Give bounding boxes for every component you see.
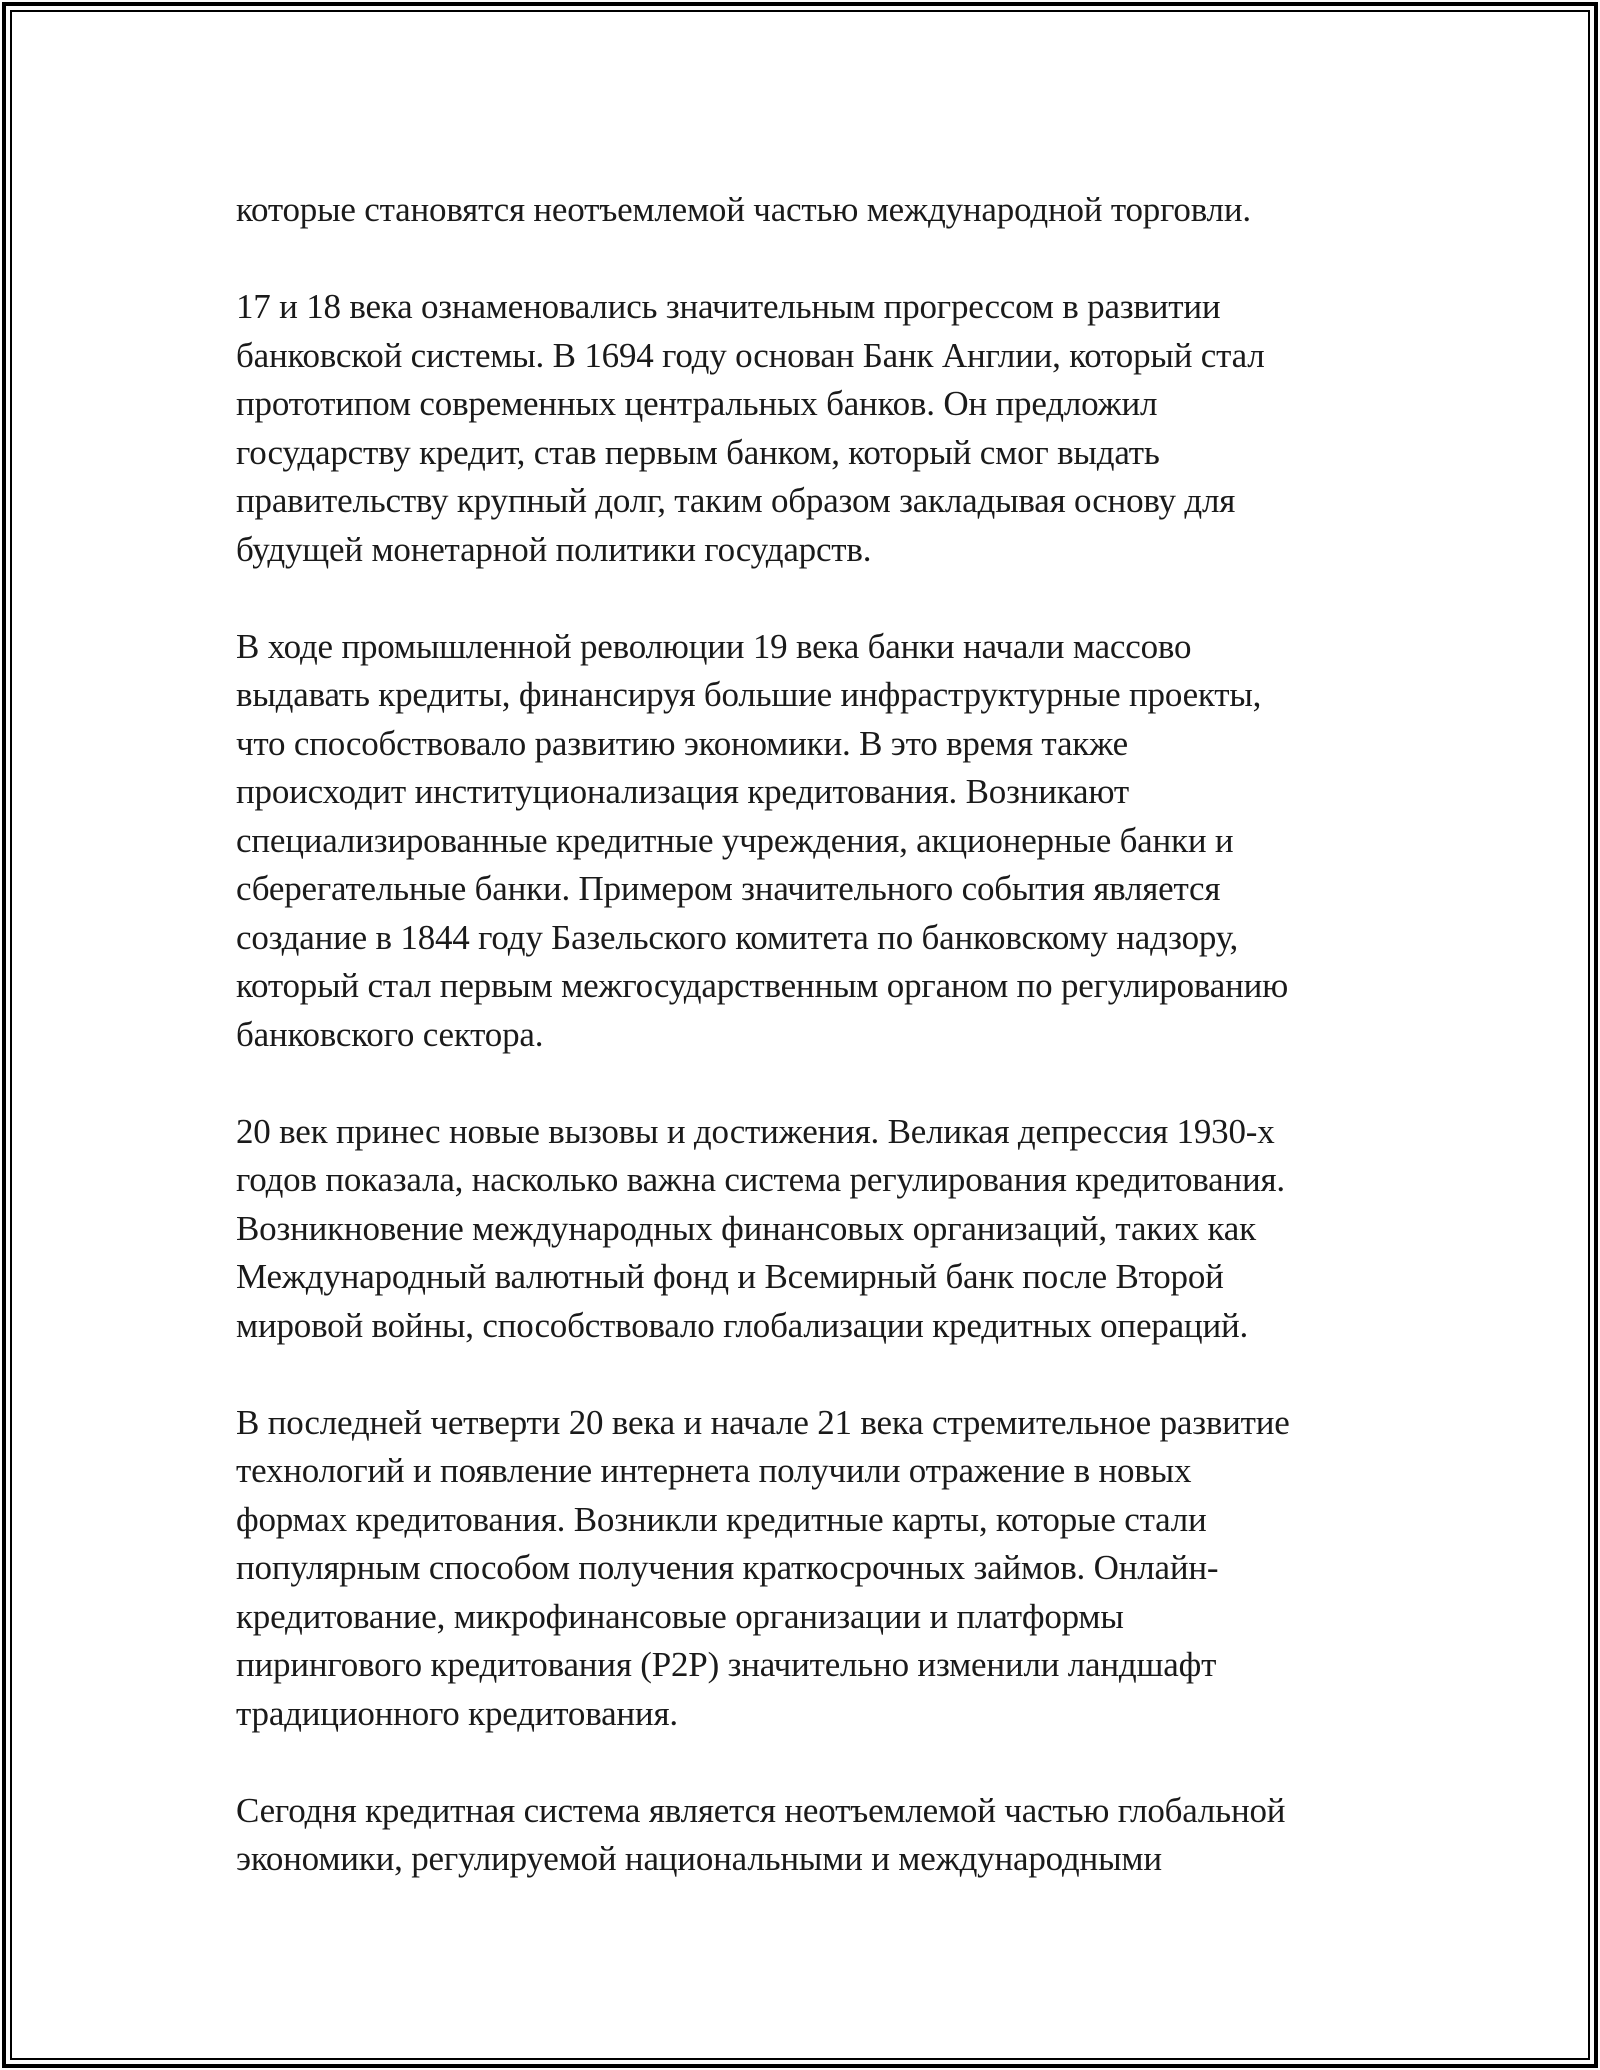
text-line: создание в 1844 году Базельского комитета по банковскому надзору, [236,917,1239,957]
text-line: банковской системы. В 1694 году основан Банк Англии, который стал [236,335,1265,375]
text-line: экономики, регулируемой национальными и международными [236,1839,1162,1878]
text-line: пирингового кредитования (P2P) значительно изменили ландшафт [236,1645,1217,1684]
text-line: выдавать кредиты, финансируя большие инфраструктурные проекты, [236,675,1262,714]
paragraph-3 [236,623,1426,1060]
paragraph-1 [236,186,1426,235]
text-line: прототипом современных центральных банков. Он предложил [236,384,1158,423]
text-line: Международный валютный фонд и Всемирный банк после Второй [236,1257,1224,1296]
text-line: В последней четверти 20 века и начале 21 века стремительное развитие [236,1402,1290,1442]
text-line: который стал первым межгосударственным органом по регулированию [236,966,1289,1005]
text-line: В ходе промышленной революции 19 века банки начали массово [236,626,1192,666]
text-line: технологий и появление интернета получили отражение в новых [236,1451,1192,1490]
text-line: специализированные кредитные учреждения, акционерные банки и [236,820,1234,860]
text-line: мировой войны, способствовало глобализации кредитных операций. [236,1305,1249,1345]
text-line: формах кредитования. Возникли кредитные карты, которые стали [236,1499,1207,1539]
paragraph-4 [236,1108,1426,1351]
text-line: сберегательные банки. Примером значительного события является [236,869,1221,908]
document-body [236,186,1426,1932]
text-line: происходит институционализация кредитования. Возникают [236,772,1129,811]
text-line: банковского сектора. [236,1014,544,1054]
paragraph-5 [236,1399,1426,1739]
text-line: годов показала, насколько важна система регулирования кредитования. [236,1160,1285,1199]
text-line: популярным способом получения краткосрочных займов. Онлайн- [236,1548,1219,1587]
text-line: что способствовало развитию экономики. В это время также [236,723,1128,763]
text-line: Сегодня кредитная система является неотъемлемой частью глобальной [236,1790,1286,1830]
text-line: государству кредит, став первым банком, который смог выдать [236,432,1160,472]
text-line: традиционного кредитования. [236,1693,678,1733]
paragraph-2 [236,283,1426,574]
text-line: 20 век принес новые вызовы и достижения. Великая депрессия 1930-х [236,1111,1275,1151]
text-line: Возникновение международных финансовых организаций, таких как [236,1208,1256,1248]
text-line: кредитование, микрофинансовые организации и платформы [236,1596,1124,1636]
text-line: 17 и 18 века ознаменовались значительным прогрессом в развитии [236,287,1221,326]
text-line: которые становятся неотъемлемой частью международной торговли. [236,190,1251,229]
text-line: правительству крупный долг, таким образом закладывая основу для [236,481,1236,520]
paragraph-6 [236,1787,1426,1884]
text-line: будущей монетарной политики государств. [236,529,872,569]
